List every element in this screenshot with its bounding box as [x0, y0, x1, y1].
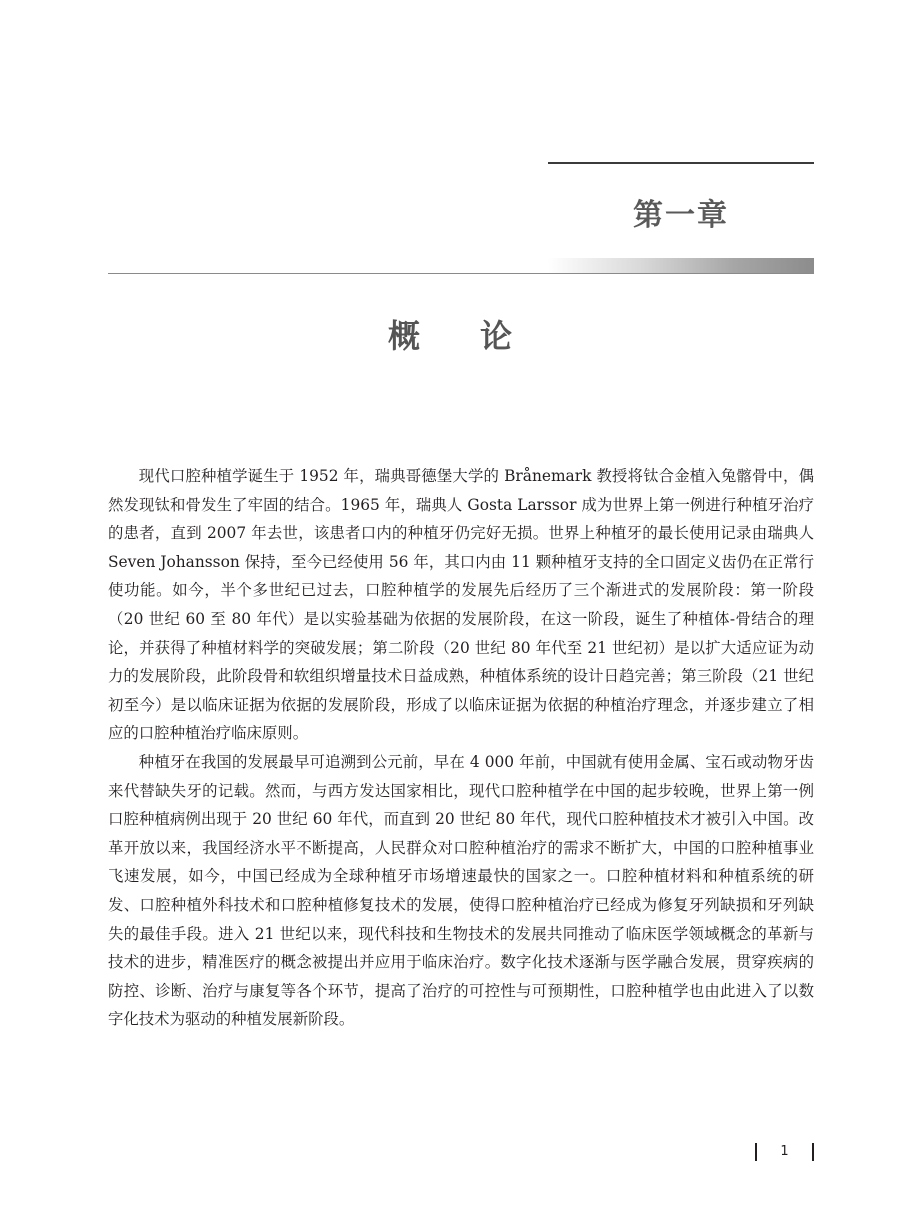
chapter-divider-rule [108, 273, 814, 274]
chapter-label: 第一章 [633, 198, 729, 233]
page-number: 1 [780, 1144, 789, 1159]
body-text [108, 462, 814, 1034]
paragraph: 种植牙在我国的发展最早可追溯到公元前，早在 4 000 年前，中国就有使用金属、宝石或动物牙齿来代替缺失牙的记载。然而，与西方发达国家相比，现代口腔种植学在中国的起步较晚，世界上第一例口腔种植病例出现于 20 世纪 60 年代，而直到 20 世纪 80 年代，现代口腔种植技术才被引入中国。改革开放以来，我国经济水平不断提高，人民群众对口腔种植治疗的需求不断扩大，中国的口腔种植事业飞速发展，如今，中国已经成为全球种植牙市场增速最快的国家之一。口腔种植材料和种植系统的研发、口腔种植外科技术和口腔种植修复技术的发展，使得口腔种植治疗已经成为修复牙列缺损和牙列缺失的最佳手段。进入 21 世纪以来，现代科技和生物技术的发展共同推动了临床医学领域概念的革新与技术的进步，精准医疗的概念被提出并应用于临床治疗。数字化技术逐渐与医学融合发展，贯穿疾病的防控、诊断、治疗与康复等各个环节，提高了治疗的可控性与可预期性，口腔种植学也由此进入了以数字化技术为驱动的种植发展新阶段。 [108, 752, 814, 1029]
chapter-title: 概论 [387, 317, 572, 355]
chapter-gradient-bar [548, 258, 814, 274]
chapter-top-rule [548, 162, 814, 164]
footer-bar-right [812, 1143, 814, 1161]
paragraph: 现代口腔种植学诞生于 1952 年，瑞典哥德堡大学的 Brånemark 教授将钛合金植入兔髂骨中，偶然发现钛和骨发生了牢固的结合。1965 年，瑞典人 Gosta Larssor 成为世界上第一例进行种植牙治疗的患者，直到 2007 年去世，该患者口内的种植牙仍完好无损。世界上种植牙的最长使用记录由瑞典人 Seven Johansson 保持，至今已经使用 56 年，其口内由 11 颗种植牙支持的全口固定义齿仍在正常行使功能。如今，半个多世纪已过去，口腔种植学的发展先后经历了三个渐进式的发展阶段：第一阶段（20 世纪 60 至 80 年代）是以实验基础为依据的发展阶段，在这一阶段，诞生了种植体-骨结合的理论，并获得了种植材料学的突破发展；第二阶段（20 世纪 80 年代至 21 世纪初）是以扩大适应证为动力的发展阶段，此阶段骨和软组织增量技术日益成熟，种植体系统的设计日趋完善；第三阶段（21 世纪初至今）是以临床证据为依据的发展阶段，形成了以临床证据为依据的种植治疗理念，并逐步建立了相应的口腔种植治疗临床原则。 [108, 467, 814, 743]
